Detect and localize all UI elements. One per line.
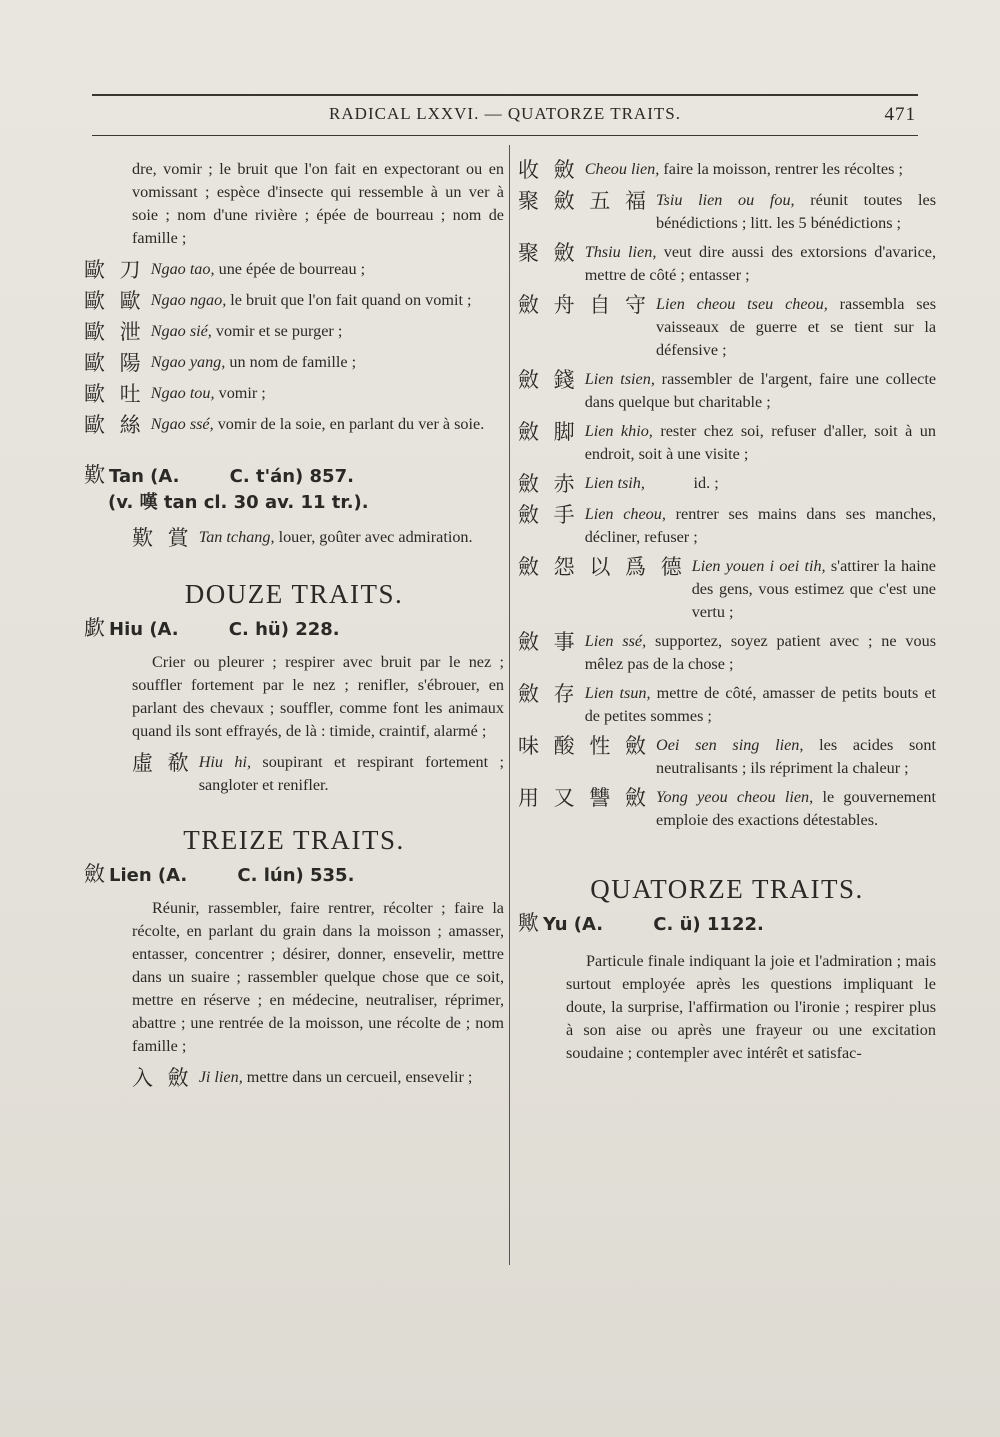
romanization: Ji lien, [198, 1068, 243, 1086]
hanzi-compound: 味 酸 性 斂 [518, 734, 651, 758]
gloss: s'attirer la haine des gens, vous estimez que c'est une vertu ; [691, 557, 936, 621]
gloss: faire la moisson, rentrer les récoltes ; [659, 160, 903, 178]
compound-entry [518, 682, 936, 728]
page-header [92, 104, 918, 130]
hanzi-compound: 斂 脚 [518, 420, 579, 444]
compound-entry [84, 413, 504, 438]
romanization: Lien khio, [584, 422, 653, 440]
headword-hanzi: 歟 [518, 911, 539, 935]
right-column [518, 158, 936, 1065]
gloss: soupirant et respirant fortement ; sangloter et renifler. [198, 753, 505, 794]
compound-entry [518, 368, 936, 414]
gloss: le bruit que l'on fait quand on vomit ; [226, 291, 472, 309]
romanization: Lien tsien, [584, 370, 655, 388]
romanization: Ngao tao, [150, 260, 215, 278]
hanzi-compound: 聚 斂 五 福 [518, 189, 651, 213]
headword-reading: Tan (A. C. t'án) 857. [109, 466, 354, 487]
gloss: veut dire aussi des extorsions d'avarice, mettre de côté ; entasser ; [584, 243, 937, 284]
hanzi-compound: 斂 事 [518, 630, 579, 654]
romanization: Ngao tou, [150, 384, 215, 402]
headword-lien [84, 861, 504, 889]
gloss: les acides sont neutralisants ; ils répriment la chaleur ; [656, 736, 936, 777]
romanization: Ngao sié, [150, 322, 212, 340]
romanization: Tan tchang, [198, 528, 275, 546]
compound-entry [518, 472, 936, 497]
compound-entry [518, 158, 936, 183]
compound-entry [84, 526, 504, 551]
compound-entry [518, 241, 936, 287]
hanzi-compound: 虛 欷 [132, 751, 193, 775]
definition-paragraph: Crier ou pleurer ; respirer avec bruit par le nez ; souffler fortement par le nez ; renifler, s'ébrouer, en parlant des chevaux ; souffler, comme font les animaux quand ils sont effrayés, de là : timide, craintif, alarmé ; [132, 653, 504, 740]
headword-yu [518, 910, 936, 938]
romanization: Lien youen i oei tih, [691, 557, 826, 575]
gloss: id. ; [644, 474, 719, 492]
gloss: réunit toutes les bénédictions ; litt. les 5 bénédictions ; [656, 191, 936, 232]
gloss: un nom de famille ; [225, 353, 357, 371]
continued-definition: dre, vomir ; le bruit que l'on fait en expectorant ou en vomissant ; espèce d'insecte qui ressemble à un ver à soie ; nom d'une rivière ; épée de bourreau ; nom de famille ; [132, 160, 504, 247]
hanzi-compound: 歐 泄 [84, 320, 145, 344]
compound-entry [518, 189, 936, 235]
compound-entry [518, 630, 936, 676]
gloss: vomir de la soie, en parlant du ver à soie. [213, 415, 485, 433]
gloss: rassembler de l'argent, faire une collecte dans quelque but charitable ; [584, 370, 936, 411]
gloss: rester chez soi, refuser d'aller, soit à un endroit, soit à une visite ; [584, 422, 936, 463]
romanization: Tsiu lien ou fou, [656, 191, 795, 209]
hanzi-compound: 歐 陽 [84, 351, 145, 375]
headword-variant-note: (v. 嘆 tan cl. 30 av. 11 tr.). [108, 492, 369, 513]
gloss: une épée de bourreau ; [214, 260, 366, 278]
gloss: mettre de côté, amasser de petits bouts et de petites sommes ; [584, 684, 936, 725]
hanzi-compound: 歐 歐 [84, 289, 145, 313]
hanzi-compound: 斂 存 [518, 682, 579, 706]
headword-tan [84, 462, 504, 490]
compound-entry [518, 555, 936, 624]
romanization: Lien tsun, [584, 684, 651, 702]
hanzi-compound: 斂 錢 [518, 368, 579, 392]
romanization: Ngao ssé, [150, 415, 214, 433]
romanization: Hiu hi, [198, 753, 252, 771]
romanization: Thsiu lien, [584, 243, 657, 261]
compound-entry [84, 751, 504, 797]
section-heading-quatorze: QUATORZE TRAITS. [590, 874, 864, 904]
romanization: Lien tsih, [584, 474, 645, 492]
compound-entry [518, 734, 936, 780]
header-rule-bottom [92, 135, 918, 136]
page-number: 471 [884, 104, 916, 125]
hanzi-compound: 收 斂 [518, 158, 579, 182]
gloss: rentrer ses mains dans ses manches, décliner, refuser ; [584, 505, 937, 546]
left-column [84, 158, 504, 1091]
headword-hanzi: 歎 [84, 463, 105, 487]
section-heading-douze: DOUZE TRAITS. [184, 579, 404, 609]
hanzi-compound: 歐 刀 [84, 258, 145, 282]
gloss: louer, goûter avec admiration. [274, 528, 473, 546]
compound-entry [518, 420, 936, 466]
romanization: Ngao ngao, [150, 291, 227, 309]
headword-hanzi: 歔 [84, 616, 105, 640]
romanization: Oei sen sing lien, [656, 736, 804, 754]
compound-entry [84, 320, 504, 345]
romanization: Yong yeou cheou lien, [656, 788, 814, 806]
hanzi-compound: 入 斂 [132, 1066, 193, 1090]
compound-entry [84, 1066, 504, 1091]
hanzi-compound: 斂 怨 以 爲 德 [518, 555, 686, 579]
hanzi-compound: 斂 赤 [518, 472, 579, 496]
headword-reading: Hiu (A. C. hü) 228. [109, 619, 340, 640]
headword-hiu [84, 615, 504, 643]
romanization: Ngao yang, [150, 353, 226, 371]
gloss: le gouvernement emploie des exactions détestables. [656, 788, 936, 829]
hanzi-compound: 聚 斂 [518, 241, 579, 265]
headword-reading: Lien (A. C. lún) 535. [109, 865, 355, 886]
hanzi-compound: 歐 吐 [84, 382, 145, 406]
hanzi-compound: 歐 絲 [84, 413, 145, 437]
hanzi-compound: 用 又 讐 斂 [518, 786, 651, 810]
column-divider [509, 145, 510, 1265]
compound-entry [84, 289, 504, 314]
hanzi-compound: 斂 舟 自 守 [518, 293, 651, 317]
gloss: vomir ; [214, 384, 266, 402]
running-title: RADICAL LXXVI. — QUATORZE TRAITS. [329, 104, 681, 123]
gloss: vomir et se purger ; [211, 322, 343, 340]
compound-entry [84, 258, 504, 283]
header-rule-top [92, 94, 918, 96]
section-heading-treize: TREIZE TRAITS. [183, 825, 405, 855]
compound-entry [518, 293, 936, 362]
gloss: mettre dans un cercueil, ensevelir ; [242, 1068, 473, 1086]
definition-paragraph: Réunir, rassembler, faire rentrer, récolter ; faire la récolte, en parlant du grain dans la moisson ; amasser, entasser, concentrer ; désirer, donner, ensevelir, mettre dans un suaire ; rassembler quelque chose que ce soit, mettre en réserve ; en médecine, neutraliser, réprimer, abattre ; une rentrée de la moisson, une récolte de ; nom famille ; [132, 899, 504, 1055]
gloss: supportez, soyez patient avec ; ne vous mêlez pas de la chose ; [584, 632, 937, 673]
ngao-compounds [84, 258, 504, 438]
romanization: Lien ssé, [584, 632, 647, 650]
compound-entry [84, 351, 504, 376]
hanzi-compound: 歎 賞 [132, 526, 193, 550]
gloss: rassembla ses vaisseaux de guerre et se tient sur la défensive ; [656, 295, 937, 359]
compound-entry [518, 786, 936, 832]
definition-paragraph: Particule finale indiquant la joie et l'admiration ; mais surtout employée après les questions impliquant le doute, la surprise, l'affirmation ou l'ironie ; respirer plus à son aise ou après une frayeur ou une excitation soudaine ; contempler avec intérêt et satisfac- [566, 952, 936, 1062]
romanization: Cheou lien, [584, 160, 660, 178]
headword-reading: Yu (A. C. ü) 1122. [543, 914, 764, 935]
compound-entry [518, 503, 936, 549]
romanization: Lien cheou tseu cheou, [656, 295, 828, 313]
hanzi-compound: 斂 手 [518, 503, 579, 527]
lien-compounds [518, 158, 936, 832]
compound-entry [84, 382, 504, 407]
headword-hanzi: 斂 [84, 862, 105, 886]
romanization: Lien cheou, [584, 505, 666, 523]
